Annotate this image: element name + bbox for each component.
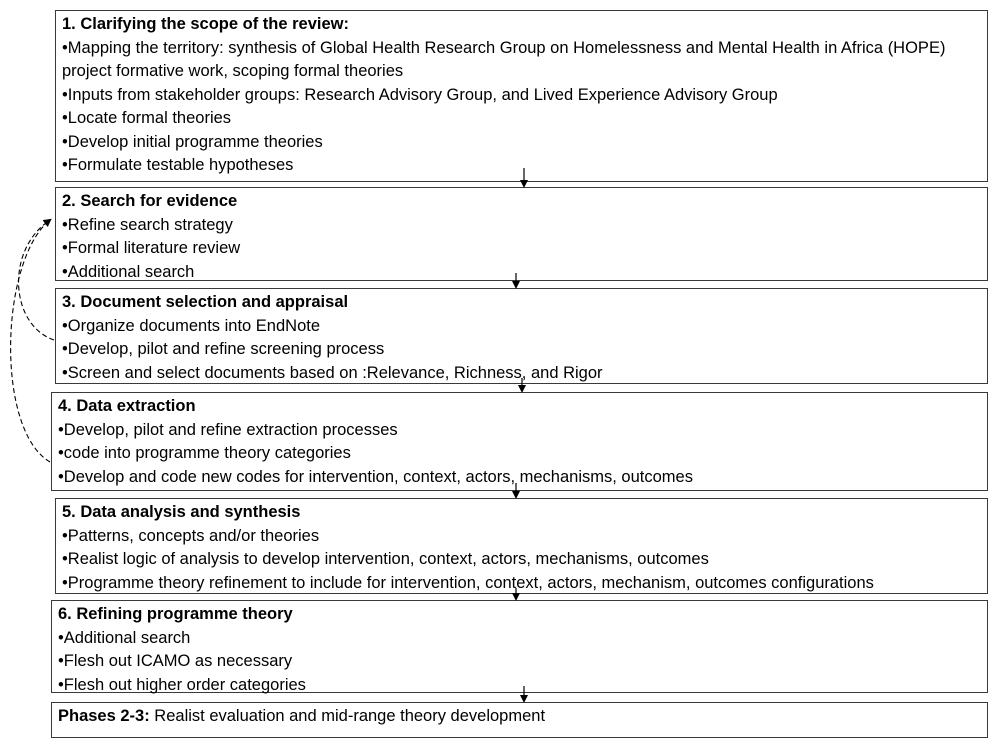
list-item: •Mapping the territory: synthesis of Global Health Research Group on Homelessness and Mental Health in Africa (HOPE) project formative work, scoping formal theories (62, 38, 946, 80)
step-2-title: 2. Search for evidence (62, 192, 238, 210)
list-item: •Inputs from stakeholder groups: Research Advisory Group, and Lived Experience Advisory Group (62, 85, 778, 104)
bullet: • (62, 38, 68, 57)
phases-box (51, 702, 988, 738)
bullet: • (62, 109, 68, 127)
bullet: • (58, 444, 64, 462)
feedback-arrow-3-to-2 (19, 220, 54, 340)
bullet: • (62, 340, 68, 358)
bullet: • (58, 467, 64, 486)
list-item: •Develop and code new codes for intervention, context, actors, mechanisms, outcomes (58, 467, 693, 486)
step-5-title: 5. Data analysis and synthesis (62, 503, 301, 521)
step-6-box (51, 600, 988, 693)
list-item: •Programme theory refinement to include for intervention, context, actors, mechanism, outcomes configurations (62, 573, 874, 592)
bullet: • (58, 675, 64, 694)
step-4-title: 4. Data extraction (58, 397, 196, 415)
step-1-box (55, 10, 988, 182)
bullet: • (62, 156, 68, 174)
list-item: •Flesh out ICAMO as necessary (58, 652, 293, 670)
step-6-title: 6. Refining programme theory (58, 605, 293, 623)
step-5-box (55, 498, 988, 594)
step-2-box (55, 187, 988, 281)
bullet: • (58, 420, 64, 439)
step-3-list (62, 315, 987, 386)
list-item: •Locate formal theories (62, 109, 232, 127)
list-item: •Organize documents into EndNote (62, 316, 321, 335)
list-item: •Realist logic of analysis to develop intervention, context, actors, mechanisms, outcomes (62, 550, 709, 568)
bullet: • (62, 550, 68, 568)
bullet: • (58, 652, 64, 670)
step-1-title: 1. Clarifying the scope of the review: (62, 15, 349, 33)
step-2-list (62, 214, 987, 285)
bullet: • (62, 239, 68, 257)
step-4-box (51, 392, 988, 491)
step-1-list (62, 37, 987, 178)
bullet: • (62, 573, 68, 592)
bullet: • (62, 526, 68, 545)
bullet: • (62, 316, 68, 335)
list-item: •Develop initial programme theories (62, 132, 323, 151)
list-item: •Additional search (58, 628, 191, 647)
list-item: •Additional search (62, 262, 195, 281)
list-item: •Patterns, concepts and/or theories (62, 526, 320, 545)
step-4-list (58, 419, 987, 490)
bullet: • (62, 85, 68, 104)
bullet: • (58, 628, 64, 647)
bullet: • (62, 132, 68, 151)
phases-text: Realist evaluation and mid-range theory development (149, 707, 546, 725)
step-3-title: 3. Document selection and appraisal (62, 293, 349, 311)
bullet: • (62, 215, 68, 234)
feedback-arrow-4-to-2 (11, 220, 50, 462)
step-5-list (62, 525, 987, 596)
list-item: •code into programme theory categories (58, 444, 351, 462)
list-item: •Develop, pilot and refine screening process (62, 340, 385, 358)
list-item: •Formulate testable hypotheses (62, 156, 294, 174)
bullet: • (62, 262, 68, 281)
list-item: •Flesh out higher order categories (58, 675, 306, 694)
step-3-box (55, 288, 988, 384)
phases-label: Phases 2-3: (58, 707, 150, 725)
list-item: •Formal literature review (62, 239, 241, 257)
list-item: •Develop, pilot and refine extraction processes (58, 420, 398, 439)
step-6-list (58, 627, 987, 698)
list-item: •Screen and select documents based on :Relevance, Richness, and Rigor (62, 363, 603, 382)
bullet: • (62, 363, 68, 382)
list-item: •Refine search strategy (62, 215, 233, 234)
